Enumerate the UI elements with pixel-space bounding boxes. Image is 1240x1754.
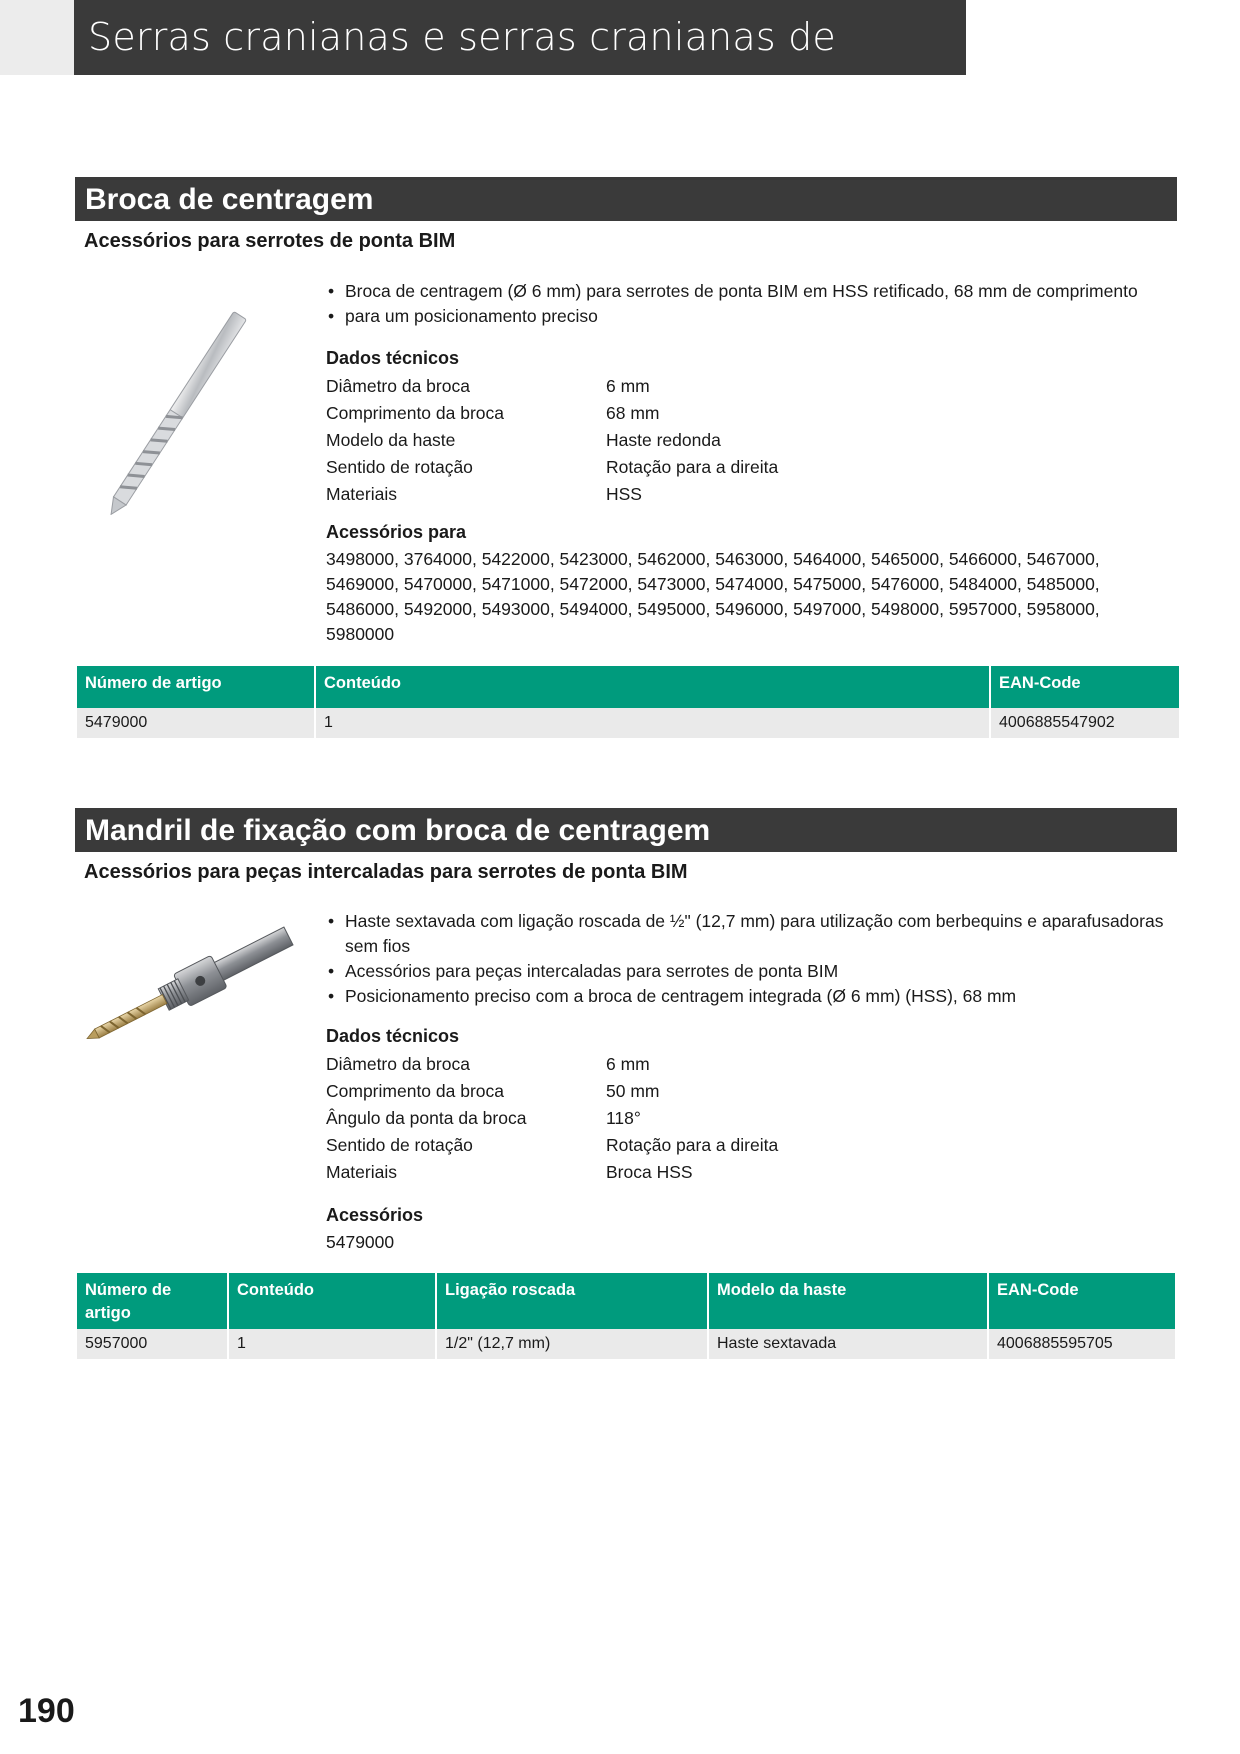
section-title-arbor: Mandril de fixação com broca de centragem (75, 808, 1177, 852)
spec-label: Materiais (326, 1162, 397, 1182)
page-corner-tab (0, 0, 74, 75)
page-number: 190 (18, 1692, 75, 1730)
spec-label: Ângulo da ponta da broca (326, 1108, 527, 1128)
column-header: EAN-Code (989, 1273, 1175, 1329)
spec-value: Rotação para a direita (606, 1135, 779, 1155)
centering-drill-image (70, 275, 305, 515)
column-header: Número de artigo (77, 1273, 227, 1329)
feature-item: • Acessórios para peças intercaladas para serrotes de ponta BIM (326, 959, 1166, 984)
accessories-list (326, 1230, 1126, 1255)
spec-label: Diâmetro da broca (326, 376, 470, 396)
spec-label: Modelo da haste (326, 430, 456, 450)
spec-label: Sentido de rotação (326, 457, 473, 477)
content-cell: 1 (316, 708, 989, 738)
accessories-heading: Acessórios para (326, 522, 467, 542)
article-number-cell: 5957000 (77, 1329, 227, 1359)
accessories-line: 3498000, 3764000, 5422000, 5423000, 5462000, 5463000, 5464000, 5465000, 5466000, 5467000, (326, 549, 1100, 569)
article-number-cell: 5479000 (77, 708, 314, 738)
feature-item: • Posicionamento preciso com a broca de centragem integrada (Ø 6 mm) (HSS), 68 mm (326, 984, 1166, 1009)
spec-label: Comprimento da broca (326, 403, 504, 423)
article-table (75, 666, 1181, 738)
spec-row (326, 481, 926, 508)
accessories-line: 5980000 (326, 624, 395, 644)
spec-value: Haste redonda (606, 430, 721, 450)
accessories-line: 5479000 (326, 1232, 395, 1252)
spec-value: HSS (606, 484, 642, 504)
spec-value: 6 mm (606, 1054, 650, 1074)
spec-value: 118° (606, 1108, 641, 1128)
spec-value: Broca HSS (606, 1162, 693, 1182)
accessories-line: 5469000, 5470000, 5471000, 5472000, 5473000, 5474000, 5475000, 5476000, 5484000, 5485000, (326, 574, 1100, 594)
feature-item: • Broca de centragem (Ø 6 mm) para serrotes de ponta BIM em HSS retificado, 68 mm de comprimento (326, 279, 1166, 304)
column-header: Conteúdo (229, 1273, 435, 1329)
spec-row (326, 1105, 926, 1132)
specs-heading: Dados técnicos (326, 1026, 460, 1046)
accessories-heading: Acessórios (326, 1205, 424, 1225)
table-row (77, 1329, 1175, 1359)
feature-list (326, 909, 1166, 1009)
spec-row (326, 454, 926, 481)
page-title: Serras cranianas e serras cranianas de perfuração (74, 0, 966, 75)
specs-table (326, 373, 926, 508)
spec-label: Sentido de rotação (326, 1135, 473, 1155)
column-header: Ligação roscada (437, 1273, 707, 1329)
content-cell: 1 (229, 1329, 435, 1359)
spec-row (326, 1159, 926, 1186)
specs-table (326, 1051, 926, 1186)
feature-item: • Haste sextavada com ligação roscada de ½" (12,7 mm) para utilização com berbequins e aparafusadoras sem fios (326, 909, 1166, 959)
spec-label: Comprimento da broca (326, 1081, 504, 1101)
arbor-image (70, 910, 310, 1060)
shank-model-cell: Haste sextavada (709, 1329, 987, 1359)
spec-value: 6 mm (606, 376, 650, 396)
spec-row (326, 1051, 926, 1078)
spec-row (326, 373, 926, 400)
column-header: EAN-Code (991, 666, 1179, 708)
spec-label: Diâmetro da broca (326, 1054, 470, 1074)
spec-row (326, 400, 926, 427)
spec-label: Materiais (326, 484, 397, 504)
feature-list (326, 279, 1166, 329)
section-subtitle: Acessórios para peças intercaladas para serrotes de ponta BIM (84, 861, 688, 883)
feature-item: • para um posicionamento preciso (326, 304, 1166, 329)
spec-row (326, 427, 926, 454)
spec-value: 68 mm (606, 403, 660, 423)
spec-value: Rotação para a direita (606, 457, 779, 477)
spec-row (326, 1132, 926, 1159)
table-row (77, 708, 1179, 738)
thread-connection-cell: 1/2" (12,7 mm) (437, 1329, 707, 1359)
spec-row (326, 1078, 926, 1105)
accessories-line: 5486000, 5492000, 5493000, 5494000, 5495000, 5496000, 5497000, 5498000, 5957000, 5958000, (326, 599, 1100, 619)
article-table (75, 1273, 1177, 1359)
column-header: Modelo da haste (709, 1273, 987, 1329)
ean-code-cell: 4006885547902 (991, 708, 1179, 738)
spec-value: 50 mm (606, 1081, 660, 1101)
column-header: Número de artigo (77, 666, 314, 708)
ean-code-cell: 4006885595705 (989, 1329, 1175, 1359)
accessories-list (326, 547, 1126, 647)
section-title-centering-drill: Broca de centragem (75, 177, 1177, 221)
specs-heading: Dados técnicos (326, 348, 460, 368)
section-subtitle: Acessórios para serrotes de ponta BIM (84, 230, 456, 252)
column-header: Conteúdo (316, 666, 989, 708)
